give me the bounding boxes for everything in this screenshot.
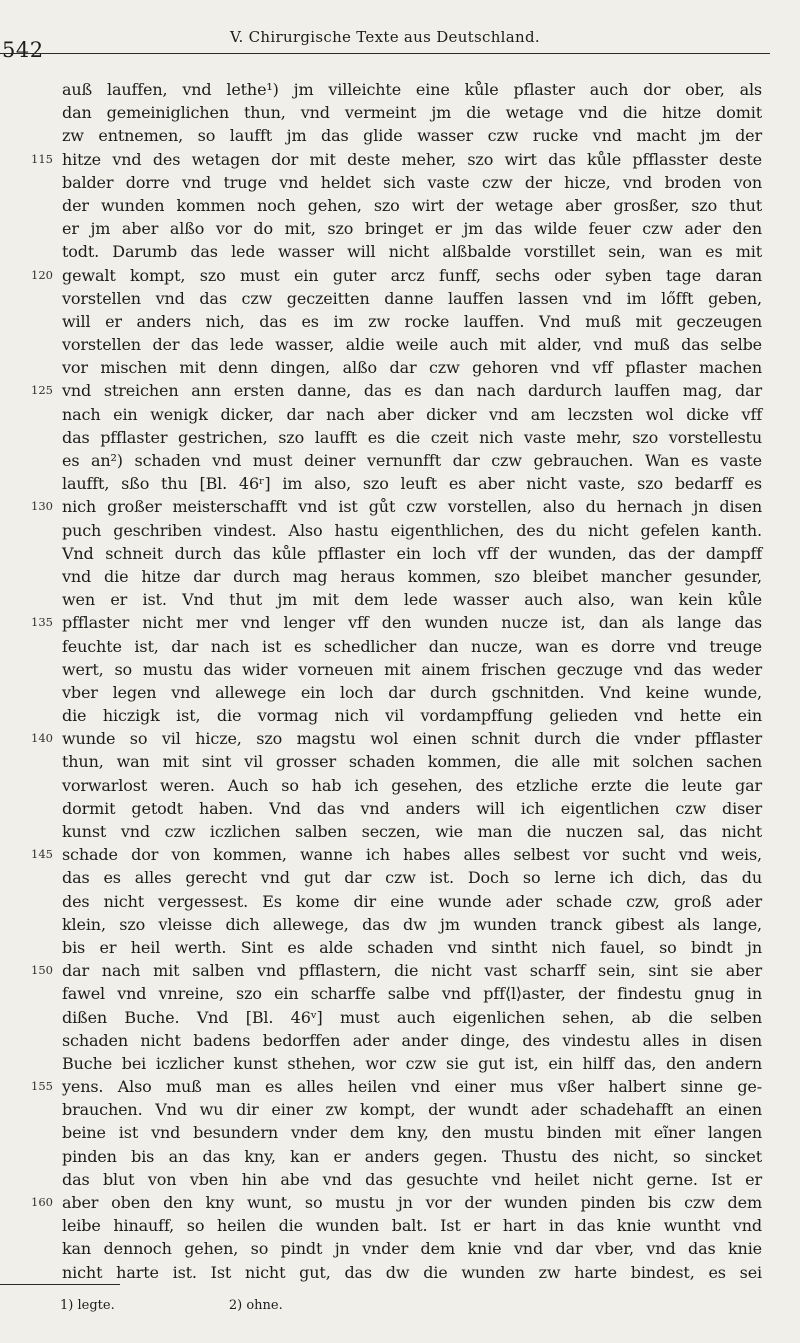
text-line (0, 264, 800, 287)
line-text: aber oben den kny wunt, so mustu jn vor der wunden pinden bis czw dem (62, 1193, 762, 1212)
line-text: vorstellen vnd das czw geczeitten danne lauffen lassen vnd im lőfft geben, (62, 288, 762, 308)
text-line (0, 1098, 800, 1121)
line-text: balder dorre vnd truge vnd heldet sich vaste czw der hicze, vnd broden von (62, 172, 762, 192)
page-number: 542 (2, 38, 44, 62)
text-line (0, 611, 800, 634)
footnote-text: ohne. (246, 1298, 283, 1313)
text-line (0, 449, 800, 472)
text-line (0, 148, 800, 171)
line-number: 115 (31, 151, 53, 166)
line-number: 145 (31, 847, 53, 862)
line-text: die hiczigk ist, die vormag nich vil vordampffung gelieden vnd hette ein (62, 706, 762, 726)
line-text: feuchte ist, dar nach ist es schedlicher dan nucze, wan es dorre vnd treuge (62, 636, 762, 656)
text-line (0, 843, 800, 866)
text-line (0, 194, 800, 217)
line-text: brauchen. Vnd wu dir einer zw kompt, der wundt ader schadehafft an einen (62, 1100, 762, 1120)
line-text: bis er heil werth. Sint es alde schaden vnd sintht nich fauel, so bindt jn (62, 937, 762, 957)
text-line (0, 820, 800, 843)
line-text: hitze vnd des wetagen dor mit deste meher, szo wirt das kůle pfflasster deste (62, 149, 762, 169)
footnotes (60, 1298, 393, 1313)
text-line (0, 287, 800, 310)
text-line (0, 913, 800, 936)
line-text: kunst vnd czw iczlichen salben seczen, wie man die nuczen sal, das nicht (62, 822, 762, 841)
text-line (0, 635, 800, 658)
footnote-1 (60, 1298, 115, 1313)
line-text: puch geschriben vindest. Also hastu eigenthlichen, des du nicht gefelen kanth. (62, 520, 762, 540)
line-text: dan gemeiniglichen thun, vnd vermeint jm die wetage vnd die hitze domit (62, 103, 762, 123)
text-line (0, 1237, 800, 1260)
text-line (0, 565, 800, 588)
text-line (0, 982, 800, 1005)
text-line (0, 1006, 800, 1029)
text-line (0, 1052, 800, 1075)
line-text: yens. Also muß man es alles heilen vnd einer mus vßer halbert sinne ge- (62, 1077, 762, 1097)
line-text: das pfflaster gestrichen, szo laufft es die czeit nich vaste mehr, szo vorstellestu (62, 427, 762, 447)
footnote-mark: 2) (228, 1298, 243, 1313)
line-text: nich großer meisterschafft vnd ist gůt czw vorstellen, also du hernach jn disen (62, 497, 762, 517)
text-line (0, 750, 800, 773)
line-text: nach ein wenigk dicker, dar nach aber dicker vnd am leczsten wol dicke vff (62, 404, 762, 424)
line-text: fawel vnd vnreine, szo ein scharffe salbe vnd pff⟨l⟩aster, der findestu gnug in (62, 984, 762, 1004)
line-text: schaden nicht badens bedorffen ader ander dinge, des vindestu alles in disen (62, 1030, 762, 1050)
line-number: 125 (31, 383, 53, 398)
line-text: wen er ist. Vnd thut jm mit dem lede wasser auch also, wan kein kůle (62, 590, 762, 610)
footnote-rule (0, 1284, 120, 1285)
text-line (0, 472, 800, 495)
line-text: gewalt kompt, szo must ein guter arcz funff, sechs oder syben tage daran (62, 265, 762, 285)
text-line (0, 310, 800, 333)
line-text: dormit getodt haben. Vnd das vnd anders will ich eigentlichen czw diser (62, 798, 762, 818)
text-line (0, 495, 800, 518)
text-line (0, 1121, 800, 1144)
line-number: 150 (31, 963, 53, 978)
footnote-mark: 1) (60, 1298, 74, 1313)
text-line (0, 866, 800, 889)
text-line (0, 240, 800, 263)
line-text: vorwarlost weren. Auch so hab ich gesehen, des etzliche erzte die leute gar (62, 775, 762, 795)
text-line (0, 1075, 800, 1098)
text-line (0, 171, 800, 194)
text-line (0, 704, 800, 727)
text-line (0, 588, 800, 611)
text-line (0, 1191, 800, 1214)
line-text: thun, wan mit sint vil grosser schaden kommen, die alle mit solchen sachen (62, 752, 762, 772)
line-text: klein, szo vleisse dich allewege, das dw jm wunden tranck gibest als lange, (62, 914, 762, 934)
line-text: pfflaster nicht mer vnd lenger vff den wunden nucze ist, dan als lange das (62, 613, 762, 633)
line-number: 130 (31, 499, 53, 514)
line-text: dar nach mit salben vnd pfflastern, die nicht vast scharff sein, sint sie aber (62, 961, 762, 981)
line-text: laufft, sßo thu [Bl. 46ʳ] im also, szo leuft es aber nicht vaste, szo bedarff es (62, 474, 762, 494)
line-text: dißen Buche. Vnd [Bl. 46ᵛ] must auch eigenlichen sehen, ab die selben (62, 1007, 762, 1027)
line-text: vnd streichen ann ersten danne, das es dan nach dardurch lauffen mag, dar (62, 381, 762, 401)
line-text: pinden bis an das kny, kan er anders gegen. Thustu des nicht, so sincket (62, 1146, 762, 1166)
line-text: Vnd schneit durch das kůle pfflaster ein loch vff der wunden, das der dampff (62, 543, 762, 563)
text-line (0, 658, 800, 681)
line-text: will er anders nich, das es im zw rocke lauffen. Vnd muß mit geczeugen (62, 311, 762, 331)
line-number: 140 (31, 731, 53, 746)
text-line (0, 1029, 800, 1052)
line-text: das blut von vben hin abe vnd das gesuchte vnd heilet nicht gerne. Ist er (62, 1169, 762, 1189)
footnote-text: legte. (77, 1298, 115, 1313)
text-line (0, 890, 800, 913)
text-line (0, 774, 800, 797)
text-line (0, 1145, 800, 1168)
line-text: wert, so mustu das wider vorneuen mit ainem frischen geczuge vnd das weder (62, 659, 762, 679)
line-text: des nicht vergessest. Es kome dir eine wunde ader schade czw, groß ader (62, 891, 762, 911)
line-text: vnd die hitze dar durch mag heraus kommen, szo bleibet mancher gesunder, (62, 566, 762, 586)
line-text: das es alles gerecht vnd gut dar czw ist. Doch so lerne ich dich, das du (62, 868, 762, 888)
text-line (0, 356, 800, 379)
line-text: es an²) schaden vnd must deiner vernunfft dar czw gebrauchen. Wan es vaste (62, 451, 762, 470)
text-line (0, 403, 800, 426)
text-line (0, 101, 800, 124)
line-number: 160 (31, 1195, 53, 1209)
line-text: vber legen vnd allewege ein loch dar durch gschnitden. Vnd keine wunde, (62, 682, 762, 702)
line-text: der wunden kommen noch gehen, szo wirt der wetage aber grosßer, szo thut (62, 195, 762, 215)
text-line (0, 379, 800, 402)
text-line (0, 936, 800, 959)
line-text: beine ist vnd besundern vnder dem kny, den mustu binden mit eĩner langen (62, 1123, 762, 1143)
line-text: todt. Darumb das lede wasser will nicht alßbalde vorstillet sein, wan es mit (62, 242, 762, 262)
header-rule (0, 53, 770, 54)
text-line (0, 797, 800, 820)
text-line (0, 124, 800, 147)
text-line (0, 217, 800, 240)
text-line (0, 681, 800, 704)
line-text: er jm aber alßo vor do mit, szo bringet er jm das wilde feuer czw ader den (62, 219, 762, 239)
text-line (0, 1168, 800, 1191)
text-line (0, 78, 800, 101)
text-line (0, 426, 800, 449)
main-text (0, 78, 800, 1284)
line-number: 155 (31, 1079, 53, 1094)
line-text: vor mischen mit denn dingen, alßo dar czw gehoren vnd vff pflaster machen (62, 358, 762, 378)
line-text: zw entnemen, so laufft jm das glide wasser czw rucke vnd macht jm der (62, 126, 762, 146)
line-text: schade dor von kommen, wanne ich habes alles selbest vor sucht vnd weis, (62, 845, 762, 865)
text-line (0, 1214, 800, 1237)
line-number: 120 (31, 267, 53, 282)
line-text: nicht harte ist. Ist nicht gut, das dw die wunden zw harte bindest, es sei (62, 1262, 762, 1282)
running-title: V. Chirurgische Texte aus Deutschland. (230, 28, 540, 46)
text-line (0, 727, 800, 750)
line-text: wunde so vil hicze, szo magstu wol einen schnit durch die vnder pfflaster (62, 729, 762, 749)
footnote-2 (229, 1298, 283, 1313)
text-line (0, 959, 800, 982)
text-line (0, 333, 800, 356)
line-number: 135 (31, 615, 53, 630)
line-text: kan dennoch gehen, so pindt jn vnder dem knie vnd dar vber, vnd das knie (62, 1239, 762, 1259)
text-line (0, 1261, 800, 1284)
text-line (0, 542, 800, 565)
line-text: leibe hinauff, so heilen die wunden balt. Ist er hart in das knie wuntht vnd (62, 1216, 762, 1236)
text-line (0, 519, 800, 542)
line-text: Buche bei iczlicher kunst sthehen, wor czw sie gut ist, ein hilff das, den andern (62, 1053, 762, 1073)
line-text: auß lauffen, vnd lethe¹) jm villeichte eine kůle pflaster auch dor ober, als (62, 80, 762, 99)
line-text: vorstellen der das lede wasser, aldie weile auch mit alder, vnd muß das selbe (62, 335, 762, 355)
